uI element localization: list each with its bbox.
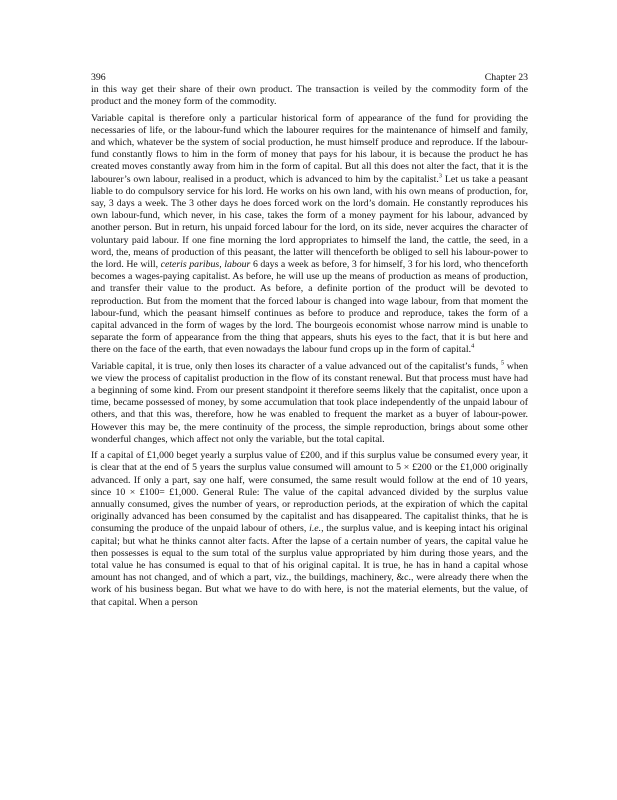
page-number: 396 <box>91 72 106 83</box>
text-run: Variable capital, it is true, only then loses its character of a value advanced out of the capitalist’s funds, <box>91 360 501 372</box>
footnote-marker: 4 <box>471 343 475 351</box>
footnote-marker: 3 <box>438 172 443 180</box>
footnote-marker: 5 <box>500 359 505 367</box>
text-run: If a capital of £1,000 beget yearly a surplus value of £200, and if this surplus value be consumed every year, it is clear that at the end of 5 years the surplus value consumed will amount to 5 × £200 or the £1,000 originally advanced. If only a part, say one half, were consumed, the same result would follow at the end of 10 years, since 10 × £100= £1,000. General Rule: The value of the capital advanced divided by the surplus value annually consumed, gives the number of years, or reproduction periods, at the expiration of which the capital originally advanced has been consumed by the capitalist and has disappeared. The capitalist thinks, that he is consuming the produce of the unpaid labour of others, <box>91 450 528 535</box>
text-run: Let us take a peasant liable to do compulsory service for his lord. He works on his own land, with his own means of production, for, say, 3 days a week. The 3 other days he does forced work on the lord’s domain. He constantly reproduces his own labour-fund, which never, in his case, takes the form of a money payment for his labour, advanced by another person. But in return, his unpaid forced labour for the lord, on its side, never acquires the character of voluntary paid labour. If one fine morning the lord appropriates to himself the land, the cattle, the seed, in a word, the, means of production of this peasant, the latter will thenceforth be obliged to sell his labour-power to the lord. He will, <box>91 173 528 271</box>
document-page <box>91 72 528 613</box>
text-run: in this way get their share of their own product. The transaction is veiled by the commodity form of the product and the money form of the commodity. <box>91 84 528 108</box>
italic-text: ceteris paribus, labour <box>160 259 251 271</box>
text-run: Variable capital is therefore only a particular historical form of appearance of the fund for providing the necessaries of life, or the labour-fund which the labourer requires for the maintenance of himself and family, and which, whatever be the system of social production, he must himself produce and reproduce. If the labour-fund constantly flows to him in the form of money that pays for his labour, it is because the product he has created moves constantly away from him in the form of capital. But all this does not alter the fact, that it is the labourer’s own labour, realised in a product, which is advanced to him by the capitalist. <box>91 112 528 185</box>
italic-text: i.e. <box>309 523 322 535</box>
body-text <box>91 84 528 609</box>
chapter-title: Chapter 23 <box>484 72 528 83</box>
text-run: when we view the process of capitalist production in the flow of its constant renewal. But that process must have had a beginning of some kind. From our present standpoint it therefore seems likely that the capitalist, once upon a time, became possessed of money, by some accumulation that took place independently of the unpaid labour of others, and that this was, therefore, how he was enabled to frequent the market as a buyer of labour-power. However this may be, the mere continuity of the process, the simple reproduction, brings about some other wonderful changes, which affect not only the variable, but the total capital. <box>91 360 528 445</box>
paragraph <box>91 113 528 357</box>
text-run: 6 days a week as before, 3 for himself, 3 for his lord, who thenceforth becomes a wages-paying capitalist. As before, he will use up the means of production as means of production, and transfer their value to the product. As before, a definite portion of the product will be devoted to reproduction. But from the moment that the forced labour is changed into wage labour, from that moment the labour-fund, which the peasant himself continues as before to produce and reproduce, takes the form of a capital advanced in the form of wages by the lord. The bourgeois economist whose narrow mind is unable to separate the form of appearance from the thing that appears, shuts his eyes to the fact, that it is but here and there on the face of the earth, that even nowadays the labour fund crops up in the form of capital. <box>91 259 529 356</box>
paragraph <box>91 361 528 446</box>
text-run: , the surplus value, and is keeping intact his original capital; but what he thinks cannot alter facts. After the lapse of a certain number of years, the capital value he then possesses is equal to the sum total of the surplus value appropriated by him during those years, and the total value he has consumed is equal to that of his original capital. It is true, he has in hand a capital whose amount has not changed, and of which a part, viz., the buildings, machinery, &c., were already there when the work of his business began. But what we have to do with here, is not the material elements, but the value, of that capital. When a person <box>91 523 528 608</box>
paragraph <box>91 84 528 108</box>
page-header <box>91 72 528 84</box>
paragraph <box>91 450 528 609</box>
